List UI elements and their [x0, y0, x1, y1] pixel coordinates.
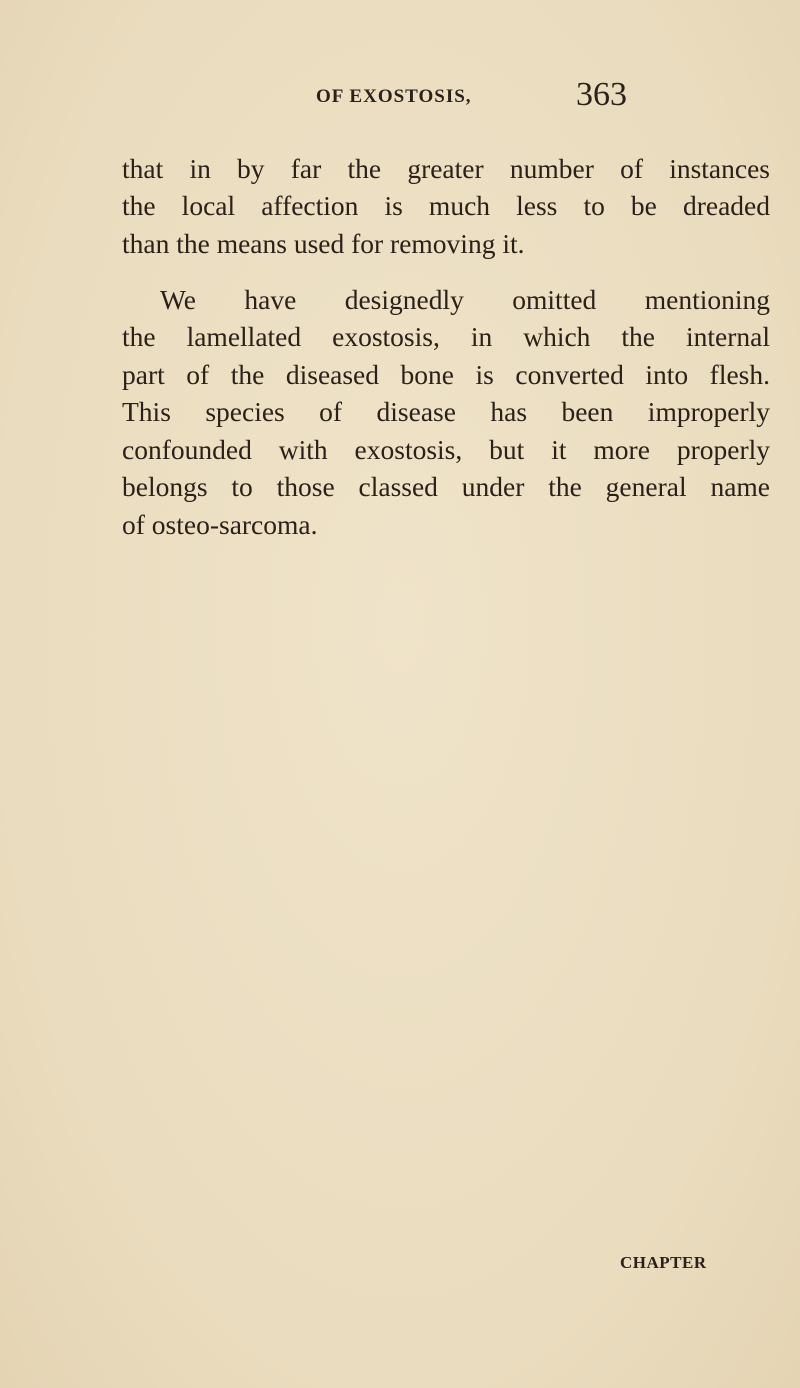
running-title: OF EXOSTOSIS,	[316, 86, 472, 107]
catchword: CHAPTER	[620, 1253, 707, 1272]
page-number: 363	[576, 76, 627, 113]
text-line: part of the diseased bone is converted into flesh.	[122, 359, 770, 390]
text-line: We have designedly omitted mentioning	[160, 284, 770, 315]
text-line: the local affection is much less to be dreaded	[122, 190, 770, 221]
text-line: confounded with exostosis, but it more properly	[122, 434, 770, 465]
text-line: of osteo-sarcoma.	[122, 509, 318, 540]
page-header	[316, 76, 776, 120]
text-line: that in by far the greater number of instances	[122, 153, 770, 184]
text-line: This species of disease has been improperly	[122, 396, 770, 427]
text-line: the lamellated exostosis, in which the internal	[122, 321, 770, 352]
text-line: than the means used for removing it.	[122, 228, 525, 259]
text-line: belongs to those classed under the general name	[122, 471, 770, 502]
